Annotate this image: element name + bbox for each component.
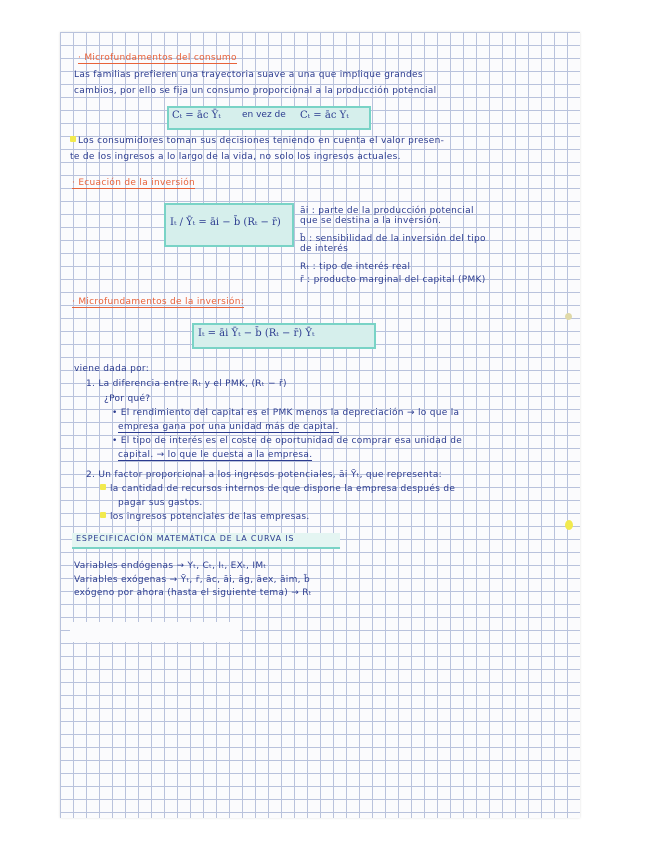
definition-line: r̄ : producto marginal del capital (PMK) (300, 275, 486, 285)
list-item: pagar sus gastos. (118, 498, 203, 508)
heading-microfundamentos-inversion: · Microfundamentos de la inversión: (72, 297, 245, 307)
paragraph-line: viene dada por: (74, 364, 150, 374)
definition-line: de interés (300, 244, 349, 254)
paragraph-line: Los consumidores toman sus decisiones teniendo en cuenta el valor presen- (78, 136, 445, 146)
paragraph-line: cambios, por ello se fija un consumo proporcional a la producción potencial (74, 86, 437, 96)
punch-hole (565, 520, 573, 530)
highlighter-mark (100, 512, 106, 518)
variables-line: Variables endógenas → Yₜ, Cₜ, Iₜ, EXₜ, IMₜ (74, 561, 267, 571)
formula-ecuacion-inversion: Iₜ / Ȳₜ = āi − b̄ (Rₜ − r̄) (170, 217, 281, 228)
paragraph-line: te de los ingresos a lo largo de la vida, no solo los ingresos actuales. (70, 152, 401, 162)
list-item: la cantidad de recursos internos de que dispone la empresa después de (110, 484, 456, 494)
highlighter-mark (70, 136, 76, 142)
list-item: • El tipo de interés es el coste de oportunidad de comprar esa unidad de (112, 436, 463, 446)
formula-microfundamentos-inversion: Iₜ = āi Ȳₜ − b̄ (Rₜ − r̄) Ȳₜ (198, 328, 315, 339)
list-item: los ingresos potenciales de las empresas. (110, 512, 310, 522)
faded-patch (70, 622, 240, 642)
formula-consumo-actual: Cₜ = āc Yₜ (300, 110, 349, 121)
heading-especificacion-curva-is: ESPECIFICACIÓN MATEMÁTICA DE LA CURVA IS (76, 534, 295, 543)
highlighter-mark (100, 484, 106, 490)
definition-line: āi : parte de la producción potencial (300, 206, 474, 216)
definition-line: b̄ : sensibilidad de la inversión del tipo (300, 234, 486, 244)
variables-line: Variables exógenas → Ȳₜ, r̄, āc, āi, āg, āex, āim, b̄ (74, 575, 310, 585)
variables-line: exógeno por ahora (hasta el siguiente tema) → Rₜ (74, 588, 312, 598)
heading-ecuacion-inversion: · Ecuación de la inversión (72, 178, 196, 188)
definition-line: Rₜ : tipo de interés real (300, 262, 411, 272)
list-item: ¿Por qué? (104, 394, 151, 404)
list-item: • El rendimiento del capital es el PMK menos la depreciación → lo que la (112, 408, 460, 418)
list-item: 2. Un factor proporcional a los ingresos potenciales, āi Ȳₜ, que representa: (86, 470, 443, 480)
list-item: capital. → lo que le cuesta a la empresa. (118, 450, 313, 460)
punch-hole (565, 313, 572, 320)
list-item: empresa gana por una unidad más de capital. (118, 422, 339, 432)
formula-consumo-potencial: Cₜ = āc Ȳₜ (172, 110, 221, 121)
list-item: 1. La diferencia entre Rₜ y el PMK, (Rₜ − r̄) (86, 379, 287, 389)
paragraph-line: Las familias prefieren una trayectoria suave a una que implique grandes (74, 70, 423, 80)
formula-connector: en vez de (242, 110, 286, 120)
definition-line: que se destina a la inversión. (300, 216, 442, 226)
heading-microfundamentos-consumo: · Microfundamentos del consumo (78, 53, 237, 63)
